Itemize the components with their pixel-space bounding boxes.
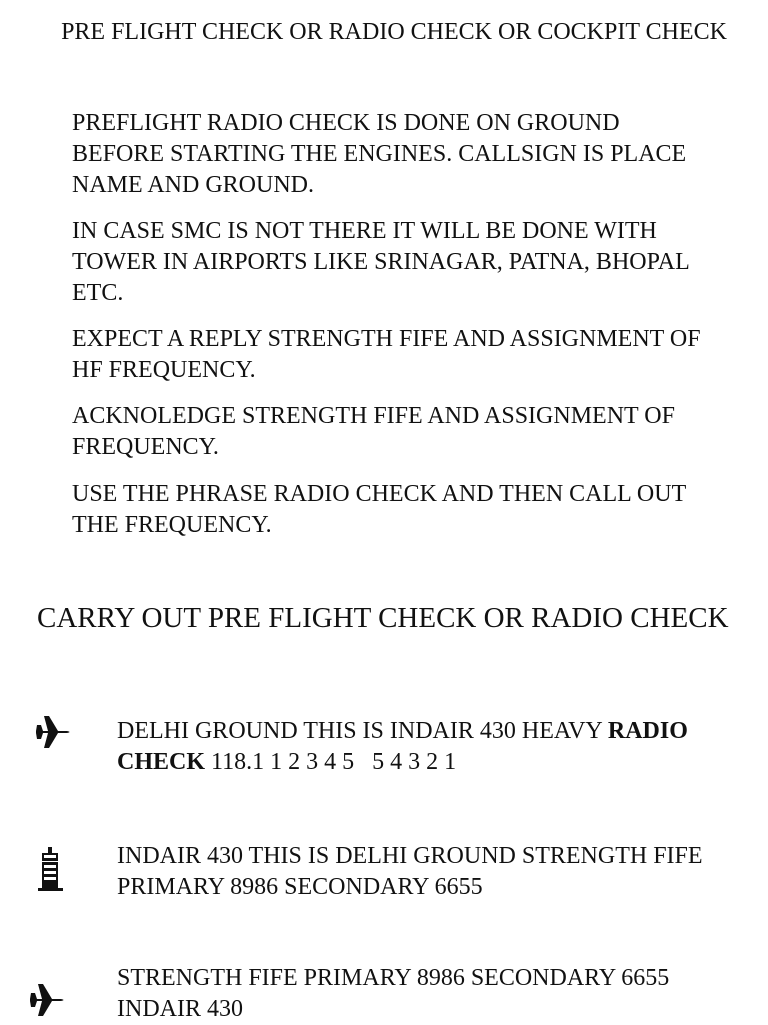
airplane-icon bbox=[34, 708, 74, 756]
dialog-text-before: DELHI GROUND THIS IS INDAIR 430 HEAVY bbox=[117, 718, 608, 744]
control-tower-icon bbox=[33, 845, 73, 893]
dialog-line-aircraft-readback: STRENGTH FIFE PRIMARY 8986 SECONDARY 6655 INDAIR 430 bbox=[117, 965, 670, 1022]
dialog-bold-radio-check: RADIO CHECK bbox=[117, 718, 688, 775]
paragraph-tower-fallback: IN CASE SMC IS NOT THERE IT WILL BE DONE WITH TOWER IN AIRPORTS LIKE SRINAGAR, PATNA, BHOPAL ETC. bbox=[72, 218, 689, 306]
paragraph-acknowledge: ACKNOLEDGE STRENGTH FIFE AND ASSIGNMENT OF FREQUENCY. bbox=[72, 403, 675, 460]
dialog-text-after: 118.1 1 2 3 4 5 5 4 3 2 1 bbox=[205, 749, 457, 775]
dialog-line-ground-reply: INDAIR 430 THIS IS DELHI GROUND STRENGTH FIFE PRIMARY 8986 SECONDARY 6655 bbox=[117, 843, 703, 900]
paragraph-expect-reply: EXPECT A REPLY STRENGTH FIFE AND ASSIGNMENT OF HF FREQUENCY. bbox=[72, 326, 701, 383]
section-heading: CARRY OUT PRE FLIGHT CHECK OR RADIO CHECK bbox=[37, 602, 729, 634]
airplane-icon bbox=[28, 976, 68, 1024]
dialog-line-aircraft-call bbox=[117, 716, 747, 778]
paragraph-preflight-ground: PREFLIGHT RADIO CHECK IS DONE ON GROUND BEFORE STARTING THE ENGINES. CALLSIGN IS PLACE NAME AND GROUND. bbox=[72, 110, 687, 198]
paragraph-phrase: USE THE PHRASE RADIO CHECK AND THEN CALL OUT THE FREQUENCY. bbox=[72, 481, 686, 538]
page-title: PRE FLIGHT CHECK OR RADIO CHECK OR COCKPIT CHECK bbox=[61, 19, 727, 45]
